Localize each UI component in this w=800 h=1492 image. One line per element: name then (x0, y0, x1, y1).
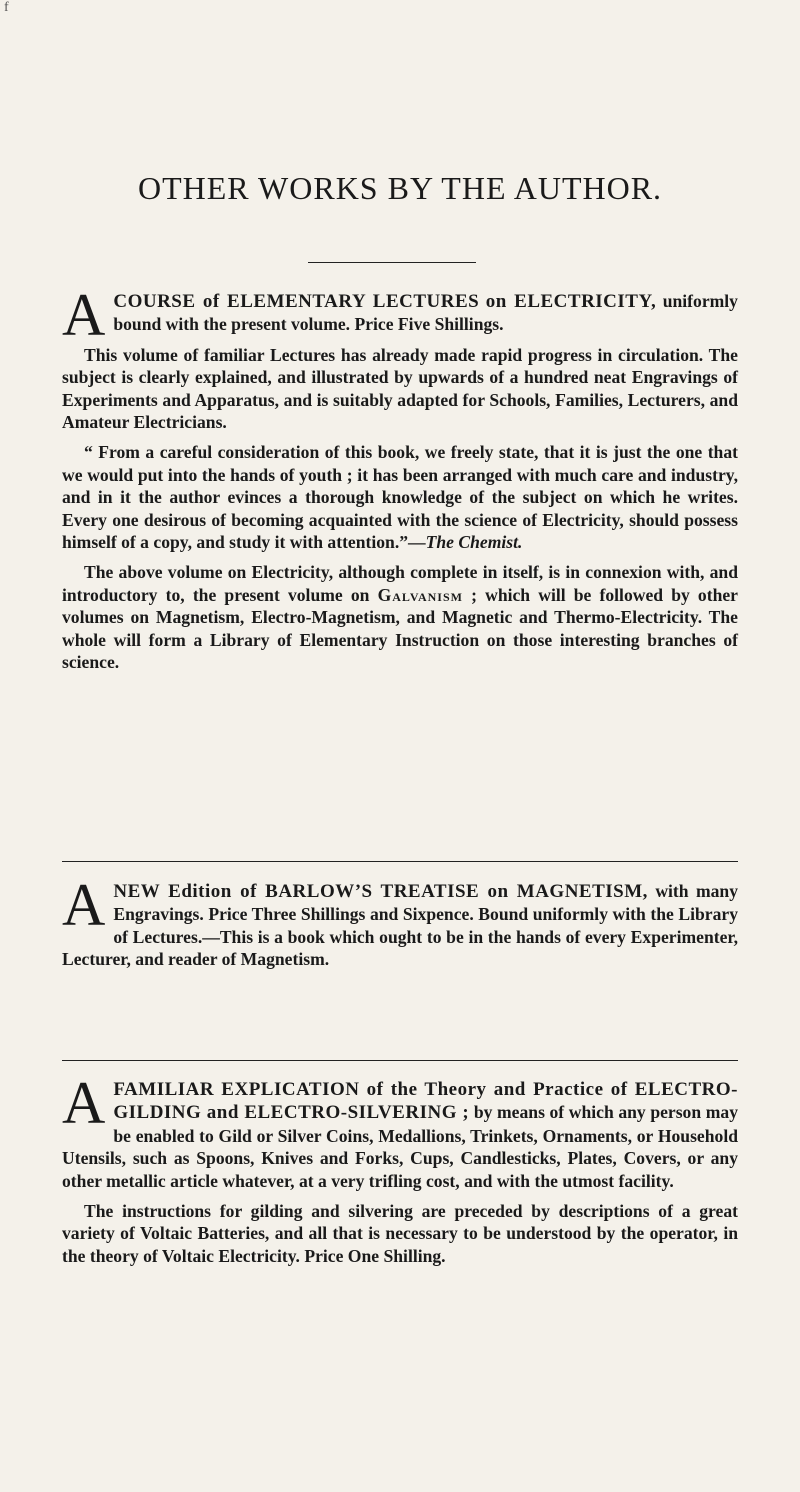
gilding-paragraph (62, 1070, 738, 1192)
series-note-end: ; which will be followed by other volumes on Magnetism, Electro-Magnetism, and Magnetic and Thermo-Electricity. The whole will form a Library of Elementary Instruction on those interesting branches of science. (62, 584, 738, 673)
lectures-description: This volume of familiar Lectures has already made rapid progress in circulation. The subject is clearly explained, and illustrated by upwards of a hundred neat Engravings of Experiments and Apparatus, and is suitably adapted for Schools, Families, Lecturers, and Amateur Electricians. (62, 344, 738, 433)
section-divider (62, 861, 738, 862)
review-source: The Chemist. (425, 532, 523, 553)
lectures-heading: COURSE of ELEMENTARY LECTURES (113, 291, 480, 312)
magnetism-body: with many Engravings. Price Three Shillings and Sixpence. Bound uniformly with the Library of Lectures.—This is a book which ought to be in the hands of every Experimenter, Lecturer, and reader of Magnetism. (62, 881, 738, 970)
gilding-instructions: The instructions for gilding and silvering are preceded by descriptions of a great variety of Voltaic Batteries, and all that is necessary to be understood by the operator, in the theory of Voltaic Electricity. Price One Shilling. (62, 1201, 738, 1266)
dropcap: A (62, 282, 106, 348)
lectures-series-note (62, 561, 738, 673)
dropcap: A (62, 1070, 106, 1136)
series-note-galvanism: Galvanism (377, 584, 463, 605)
magnetism-advert (62, 872, 738, 971)
lectures-review (62, 441, 738, 553)
lectures-heading-paragraph (62, 282, 738, 348)
series-note-start: The above volume on Electricity, although complete in itself, is in connexion with, and introductory to, the present volume on (62, 562, 738, 605)
lectures-heading-subject: on ELECTRICITY, (485, 291, 657, 312)
section-divider (62, 1060, 738, 1061)
lectures-advert (62, 282, 738, 674)
page-title: OTHER WORKS BY THE AUTHOR. (137, 170, 663, 206)
title-divider (308, 262, 476, 263)
dropcap: A (62, 872, 106, 938)
gilding-advert (62, 1070, 738, 1267)
gilding-heading: FAMILIAR EXPLICATION of the Theory and Practice of ELECTRO-GILDING and ELECTRO-SILVERING ; (113, 1079, 738, 1124)
corner-mark: f (4, 0, 9, 15)
gilding-body: by means of which any person may be enabled to Gild or Silver Coins, Medallions, Trinkets, Ornaments, or Household Utensils, such as Spoons, Knives and Forks, Cups, Candlesticks, Plates, Covers, or any other metallic article whatever, at a very trifling cost, and with the utmost facility. (62, 1102, 738, 1191)
lectures-heading-tail: uniformly bound with the present volume. Price Five Shillings. (113, 291, 738, 335)
magnetism-heading: NEW Edition of BARLOW’S TREATISE on MAGNETISM, (113, 881, 648, 902)
review-quote: “ From a careful consideration of this book, we freely state, that it is just the one that we would put into the hands of youth ; it has been arranged with much care and industry, and in it the author evinces a thorough knowledge of the subject on which he writes. Every one desirous of becoming acquainted with the science of Electricity, should possess himself of a copy, and study it with attention.”— (62, 442, 738, 553)
magnetism-paragraph (62, 872, 738, 971)
